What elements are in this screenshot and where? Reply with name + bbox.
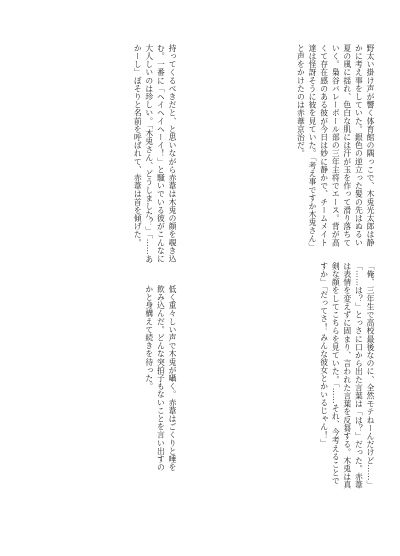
text-column-right-bottom — [196, 262, 376, 492]
text-column-left — [48, 44, 178, 264]
body-text-right-bottom: 「俺、三年生で高校最後なのに、全然モテねーんだけど……」「……は？」とっさに口から出た言葉は「は？」だった。赤葦は表情を変えずに固まり、言われた言葉を反芻する。木兎は真剣な顔をしてこちらを見ていた。「……それ、今考えることですか」「だってさ！ みんな彼女とかいるじゃん！」 — [319, 262, 375, 489]
text-column-left-bottom — [48, 285, 178, 475]
body-text-left-bottom: 低く重々しい声で木兎が囁く。赤葦はごくりと唾を飲み込んだ。どんな突拍子もないことを言い出すのかと身構えて続きを待った。 — [144, 285, 177, 472]
body-text-left: 持ってくるべきだと、と思いながら赤葦は木兎の顔を覗き込む。一番に「ヘイヘイヘーイ！」と騒いでいる彼がこんなに大人しいのは珍しい。「木兎さん、どうしました？」「……あかーし」ぼそりと名前を呼ばれて、赤葦は首を傾げた。 — [133, 44, 177, 263]
body-text-right: 野太い掛け声が響く体育館の隅っこで、木兎光太郎は静かに考え事をしていた。銀色の逆立った髪の先はぬるい夏の風に揺れ、色白な肌には汗が玉を作って滑り落ちていく。梟谷バレーボール部の三年主将でエース。背が高くて存在感のある彼が今日は妙に静かで、チームメイト達は怪訝そうに彼を見ていた。「考え事ですか木兎さん」と声をかけたのは赤葦京治だ。 — [296, 44, 375, 251]
